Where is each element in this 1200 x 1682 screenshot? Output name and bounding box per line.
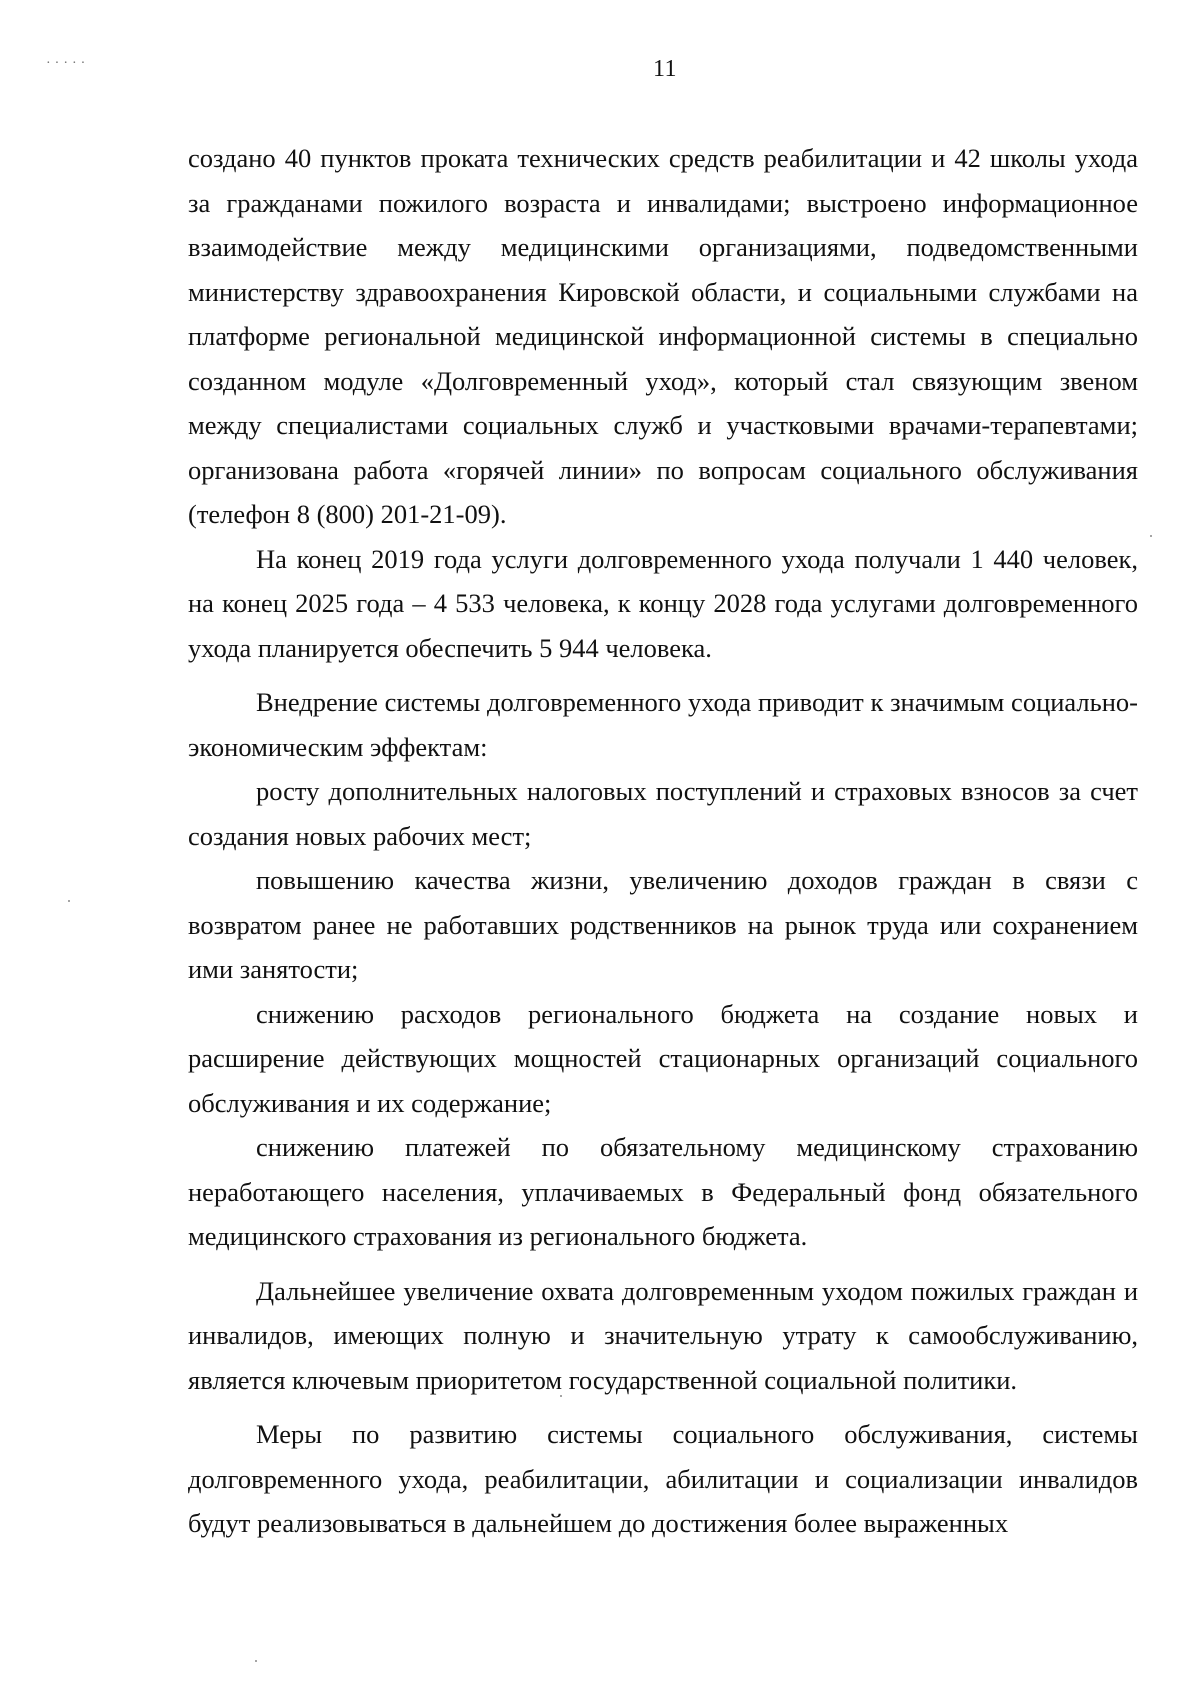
- paragraph: Меры по развитию системы социального обслуживания, системы долговременного ухода, реабилитации, абилитации и социализации инвалидов будут реализовываться в дальнейшем до достижения более выраженных: [188, 1419, 1138, 1538]
- paragraph: создано 40 пунктов проката технических средств реабилитации и 42 школы ухода за гражданами пожилого возраста и инвалидами; выстроено информационное взаимодействие между медицинскими организациями, подведомственными министерству здравоохранения Кировской области, и социальными службами на платформе региональной медицинской информационной системы в специально созданном модуле «Долговременный уход», который стал связующим звеном между специалистами социальных служб и участковыми врачами-терапевтами; организована работа «горячей линии» по вопросам социального обслуживания (телефон 8 (800) 201-21-09).: [188, 143, 1138, 529]
- paragraph: Внедрение системы долговременного ухода приводит к значимым социально-экономическим эффектам:: [188, 687, 1138, 762]
- paragraph: Дальнейшее увеличение охвата долговременным уходом пожилых граждан и инвалидов, имеющих полную и значительную утрату к самообслуживанию, является ключевым приоритетом государственной социальной политики.: [188, 1275, 1138, 1395]
- page-number: 11: [652, 56, 678, 82]
- paragraph: росту дополнительных налоговых поступлений и страховых взносов за счет создания новых рабочих мест;: [188, 776, 1138, 851]
- paragraph: снижению расходов регионального бюджета на создание новых и расширение действующих мощностей стационарных организаций социального обслуживания и их содержание;: [188, 998, 1138, 1118]
- scan-artifact-dots: ·····: [46, 56, 90, 71]
- scan-speck: [255, 1660, 257, 1662]
- paragraph: повышению качества жизни, увеличению доходов граждан в связи с возвратом ранее не работавших родственников на рынок труда или сохранением ими занятости;: [188, 865, 1138, 984]
- scan-speck: [1150, 535, 1152, 537]
- paragraph: На конец 2019 года услуги долговременного ухода получали 1 440 человек, на конец 2025 года – 4 533 человека, к концу 2028 года услугами долговременного ухода планируется обеспечить 5 944 человека.: [188, 543, 1138, 663]
- scan-speck: [68, 900, 70, 902]
- scan-speck: [560, 1395, 562, 1397]
- document-body: [188, 136, 1138, 1546]
- paragraph: снижению платежей по обязательному медицинскому страхованию неработающего населения, уплачиваемых в Федеральный фонд обязательного медицинского страхования из регионального бюджета.: [188, 1132, 1138, 1251]
